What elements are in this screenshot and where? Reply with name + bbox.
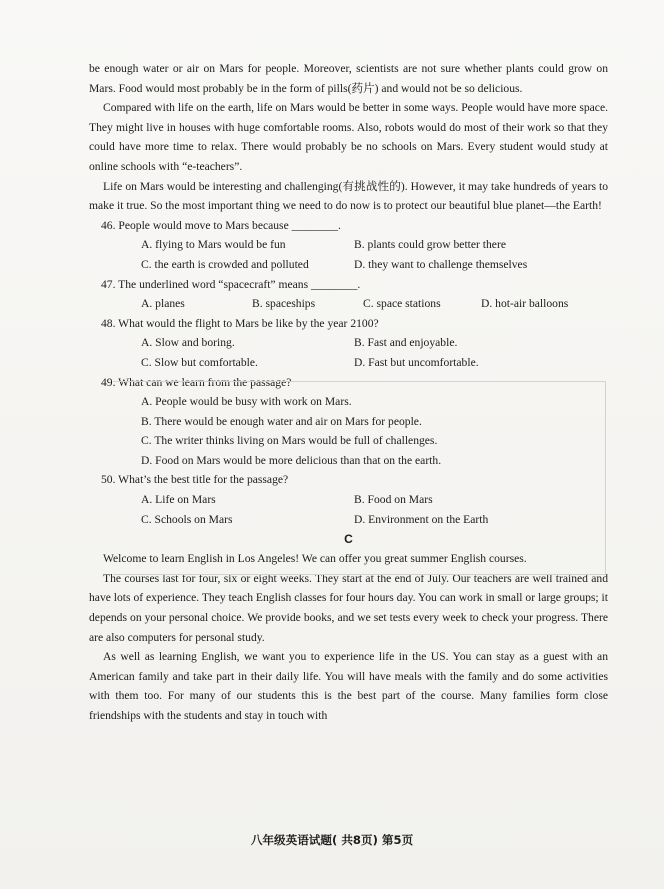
section-c-heading: C: [344, 532, 353, 547]
question-48-option-d[interactable]: D. Fast but uncomfortable.: [354, 355, 479, 369]
passage-b-paragraph-2: Compared with life on the earth, life on Mars would be better in some ways. People would have more space. They might live in houses with huge comfortable rooms. Also, robots would do most of their work so that they could have more time to relax. There would probably be no schools on Mars. Every student would study at online schools with “e-teachers”.: [89, 101, 608, 173]
question-46-options-row-2: [141, 255, 608, 275]
question-48-option-c[interactable]: C. Slow but comfortable.: [141, 355, 258, 369]
question-47-options-row: [141, 294, 608, 314]
question-46-option-b[interactable]: B. plants could grow better there: [354, 238, 506, 252]
question-46-option-d[interactable]: D. they want to challenge themselves: [354, 257, 528, 271]
question-48-options-row-1: [141, 333, 608, 353]
question-48-options-row-2: [141, 353, 608, 373]
question-49-option-a[interactable]: A. People would be busy with work on Mars.: [141, 395, 352, 409]
question-49-option-c[interactable]: C. The writer thinks living on Mars would be full of challenges.: [141, 434, 438, 448]
question-48-option-a[interactable]: A. Slow and boring.: [141, 336, 235, 350]
question-50-stem: 50. What’s the best title for the passage?: [101, 473, 289, 487]
passage-b-paragraph-3: Life on Mars would be interesting and challenging(有挑战性的). However, it may take hundreds of years to make it true. So the most important thing we need to do now is to protect our beautiful blue planet—the Earth!: [89, 179, 608, 213]
page-footer: 八年级英语试题( 共8页) 第5页: [250, 833, 414, 847]
question-50-options-row-2: [141, 510, 608, 530]
question-50-options-row-1: [141, 490, 608, 510]
question-47-option-c[interactable]: C. space stations: [363, 297, 441, 311]
question-46-options-row-1: [141, 235, 608, 255]
question-47-option-b[interactable]: B. spaceships: [252, 297, 316, 311]
passage-b-paragraph-1: be enough water or air on Mars for people. Moreover, scientists are not sure whether plants could grow on Mars. Food would most probably be in the form of pills(药片) and would not be so delicious.: [89, 62, 608, 95]
question-47-stem: 47. The underlined word “spacecraft” means ________.: [101, 277, 361, 291]
passage-c-paragraph-2: The courses last for four, six or eight weeks. They start at the end of July. Our teachers are well trained and have lots of experience. They teach English classes for four hours day. You can work in small or large groups; it depends on your personal choice. We provide books, and we set tests every week to check your progress. There are also computers for personal study.: [89, 571, 608, 644]
question-47-option-a[interactable]: A. planes: [141, 297, 185, 311]
question-50-option-a[interactable]: A. Life on Mars: [141, 493, 216, 507]
question-47-option-d[interactable]: D. hot-air balloons: [481, 297, 569, 311]
passage-c-paragraph-1: Welcome to learn English in Los Angeles! We can offer you great summer English courses.: [103, 552, 527, 566]
question-49-stem: 49. What can we learn from the passage?: [101, 375, 292, 389]
question-50-option-c[interactable]: C. Schools on Mars: [141, 512, 233, 526]
question-49-option-b[interactable]: B. There would be enough water and air on Mars for people.: [141, 414, 422, 428]
question-46-option-c[interactable]: C. the earth is crowded and polluted: [141, 257, 309, 271]
question-50-option-b[interactable]: B. Food on Mars: [354, 493, 433, 507]
passage-c-paragraph-3: As well as learning English, we want you to experience life in the US. You can stay as a guest with an American family and take part in their daily life. You will have meals with the family and do some activities with them too. For many of our students this is the best part of the course. Many families form close friendships with the students and stay in touch with: [89, 650, 608, 722]
question-46-stem: 46. People would move to Mars because ________.: [101, 218, 341, 232]
question-49-option-d[interactable]: D. Food on Mars would be more delicious than that on the earth.: [141, 453, 442, 467]
question-50-option-d[interactable]: D. Environment on the Earth: [354, 512, 489, 526]
question-48-option-b[interactable]: B. Fast and enjoyable.: [354, 336, 458, 350]
question-46-option-a[interactable]: A. flying to Mars would be fun: [141, 238, 286, 252]
question-48-stem: 48. What would the flight to Mars be like by the year 2100?: [101, 316, 379, 330]
